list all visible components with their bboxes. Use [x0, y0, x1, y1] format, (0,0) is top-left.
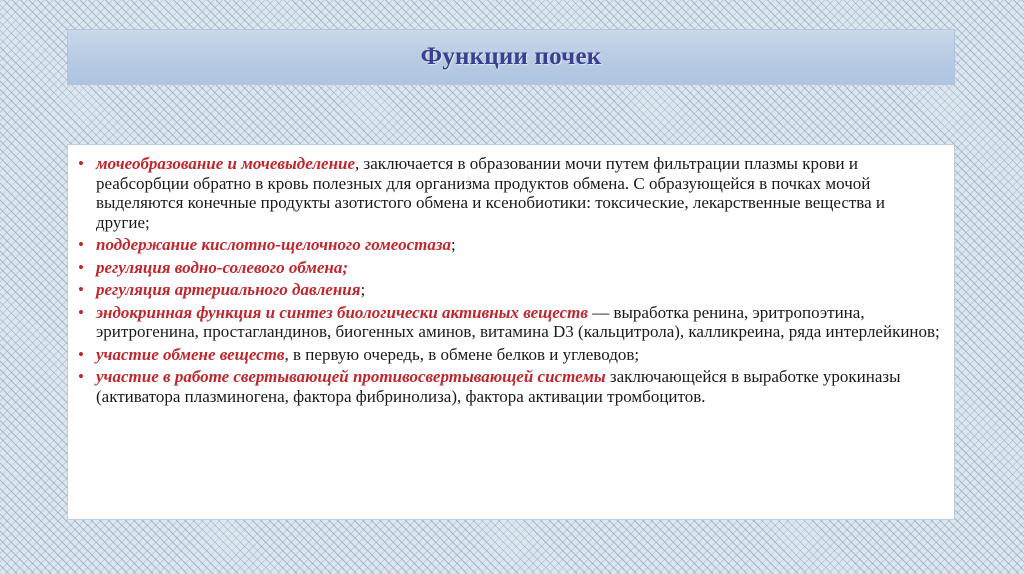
item-text: ;: [360, 280, 366, 299]
list-item-metabolism: [78, 345, 940, 365]
item-term: поддержание кислотно-щелочного гомеостаза: [96, 235, 451, 254]
bullet-icon: •: [78, 344, 84, 364]
bullet-icon: •: [78, 280, 84, 299]
list-item-water-salt: [78, 258, 940, 278]
bullet-icon: •: [78, 235, 84, 254]
item-term: регуляция водно-солевого обмена;: [96, 257, 348, 277]
title-bar: [67, 29, 955, 85]
bullet-icon: •: [78, 367, 84, 386]
bullet-icon: •: [78, 302, 84, 322]
item-term: эндокринная функция и синтез биологически активных веществ: [96, 302, 588, 322]
list-item-coagulation: [78, 367, 940, 406]
item-term: мочеобразование и мочевыделение: [96, 154, 356, 173]
item-text: , заключается в образовании мочи путем фильтрации плазмы крови и реабсорбции обратно в кровь полезных для организма продуктов обмена. С образующейся в почках мочой выделяются конечные продукты азотистого обмена и ксенобиотики: токсические, лекарственные вещества и другие;: [96, 154, 885, 232]
content-box: [67, 144, 955, 520]
item-text: , в первую очередь, в обмене белков и углеводов;: [284, 344, 640, 364]
item-term: участие обмене веществ: [96, 344, 285, 364]
item-text: заключающейся в выработке урокиназы (активатора плазминогена, фактора фибринолиза), фактора активации тромбоцитов.: [96, 367, 901, 406]
function-list: [78, 154, 940, 406]
list-item-blood-pressure: [78, 280, 940, 300]
list-item-urine-formation: [78, 154, 940, 232]
list-item-endocrine: [78, 303, 940, 342]
bullet-icon: •: [78, 154, 84, 173]
bullet-icon: •: [78, 257, 84, 277]
item-term: участие в работе свертывающей противосвертывающей системы: [96, 367, 606, 386]
item-text: ;: [450, 235, 456, 254]
list-item-acid-base: [78, 235, 940, 255]
item-term: регуляция артериального давления: [96, 280, 361, 299]
slide-title: Функции почек: [420, 43, 602, 70]
item-text: — выработка ренина, эритропоэтина, эритрогенина, простагландинов, биогенных аминов, витамина D3 (кальцитрола), калликреина, ряда интерлейкинов;: [96, 302, 940, 341]
